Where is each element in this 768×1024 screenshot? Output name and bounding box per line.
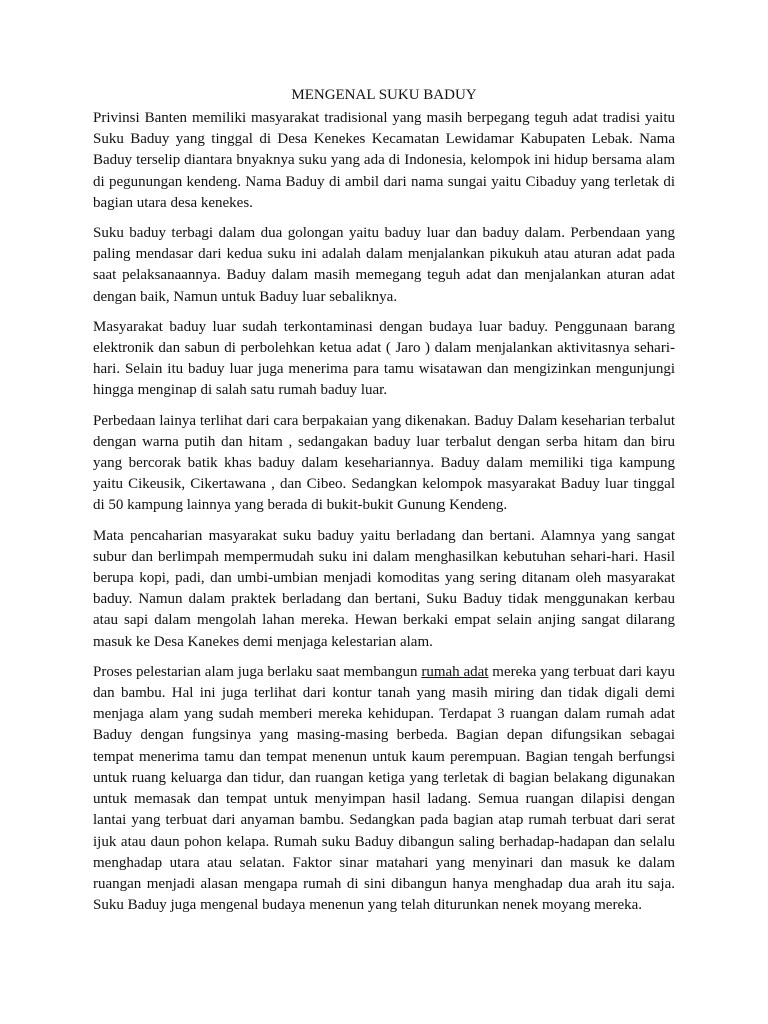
paragraph-pakaian: Perbedaan lainya terlihat dari cara berpakaian yang dikenakan. Baduy Dalam keseharian terbalut dengan warna putih dan hitam , sedangakan baduy luar terbalut dengan serba hitam dan biru yang bercorak batik khas baduy dalam kesehariannya. Baduy dalam memiliki tiga kampung yaitu Cikeusik, Cikertawana , dan Cibeo. Sedangkan kelompok masyarakat Baduy luar tinggal di 50 kampung lainnya yang berada di bukit-bukit Gunung Kendeng. [93, 412, 675, 514]
paragraph-intro: Privinsi Banten memiliki masyarakat tradisional yang masih berpegang teguh adat tradisi yaitu Suku Baduy yang tinggal di Desa Kenekes Kecamatan Lewidamar Kabupaten Lebak. Nama Baduy terselip diantara bnyaknya suku yang ada di Indonesia, kelompok ini hidup bersama alam di pegunungan kendeng. Nama Baduy di ambil dari nama sungai yaitu Cibaduy yang terletak di bagian utara desa kenekes. [93, 110, 675, 211]
paragraph-golongan: Suku baduy terbagi dalam dua golongan yaitu baduy luar dan baduy dalam. Perbendaan yang paling mendasar dari kedua suku ini adalah dalam menjalankan pikukuh atau aturan adat pada saat pelaksanaannya. Baduy dalam masih memegang teguh adat dan menjalankan aturan adat dengan baik, Namun untuk Baduy luar sebaliknya. [93, 225, 675, 305]
rumah-adat-link[interactable]: rumah adat [421, 663, 489, 680]
document-body [93, 85, 675, 925]
document-title: MENGENAL SUKU BADUY [291, 87, 477, 103]
paragraph-baduy-luar: Masyarakat baduy luar sudah terkontaminasi dengan budaya luar baduy. Penggunaan barang elektronik dan sabun di perbolehkan ketua adat ( Jaro ) dalam menjalankan aktivitasnya sehari-hari. Selain itu baduy luar juga menerima para tamu wisatawan dan mengizinkan mengunjungi hingga menginap di salah satu rumah baduy luar. [93, 318, 675, 399]
paragraph-rumah-adat-after: mereka yang terbuat dari kayu dan bambu. Hal ini juga terlihat dari kontur tanah yang masih miring dan tidak digali demi menjaga alam yang sudah memberi mereka kehidupan. Terdapat 3 ruangan dalam rumah adat Baduy dengan fungsinya yang masing-masing berbeda. Bagian depan difungsikan sebagai tempat menerima tamu dan tempat menenun untuk kaum perempuan. Bagian tengah berfungsi untuk ruang keluarga dan tidur, dan ruangan ketiga yang terletak di bagian belakang digunakan untuk memasak dan tempat untuk menyimpan hasil ladang. Semua ruangan dilapisi dengan lantai yang terbuat dari anyaman bambu. Sedangkan pada bagian atap rumah terbuat dari serat ijuk atau daun pohon kelapa. Rumah suku Baduy dibangun saling berhadap-hadapan dan selalu menghadap utara atau selatan. Faktor sinar matahari yang menyinari dan masuk ke dalam ruangan menjadi alasan mengapa rumah di sini dibangun hanya menghadap dua arah itu saja. Suku Baduy juga mengenal budaya menenun yang telah diturunkan nenek moyang mereka. [93, 663, 676, 914]
paragraph-rumah-adat [93, 662, 675, 916]
paragraph-rumah-adat-before: Proses pelestarian alam juga berlaku saat membangun [93, 663, 422, 680]
paragraph-mata-pencaharian: Mata pencaharian masyarakat suku baduy yaitu berladang dan bertani. Alamnya yang sangat subur dan berlimpah mempermudah suku ini dalam menghasilkan kebutuhan sehari-hari. Hasil berupa kopi, padi, dan umbi-umbian menjadi komoditas yang sering ditanam oleh masyarakat baduy. Namun dalam praktek berladang dan bertani, Suku Baduy tidak menggunakan kerbau atau sapi dalam mengolah lahan mereka. Hewan berkaki empat selain anjing sangat dilarang masuk ke Desa Kanekes demi menjaga kelestarian alam. [93, 527, 675, 650]
